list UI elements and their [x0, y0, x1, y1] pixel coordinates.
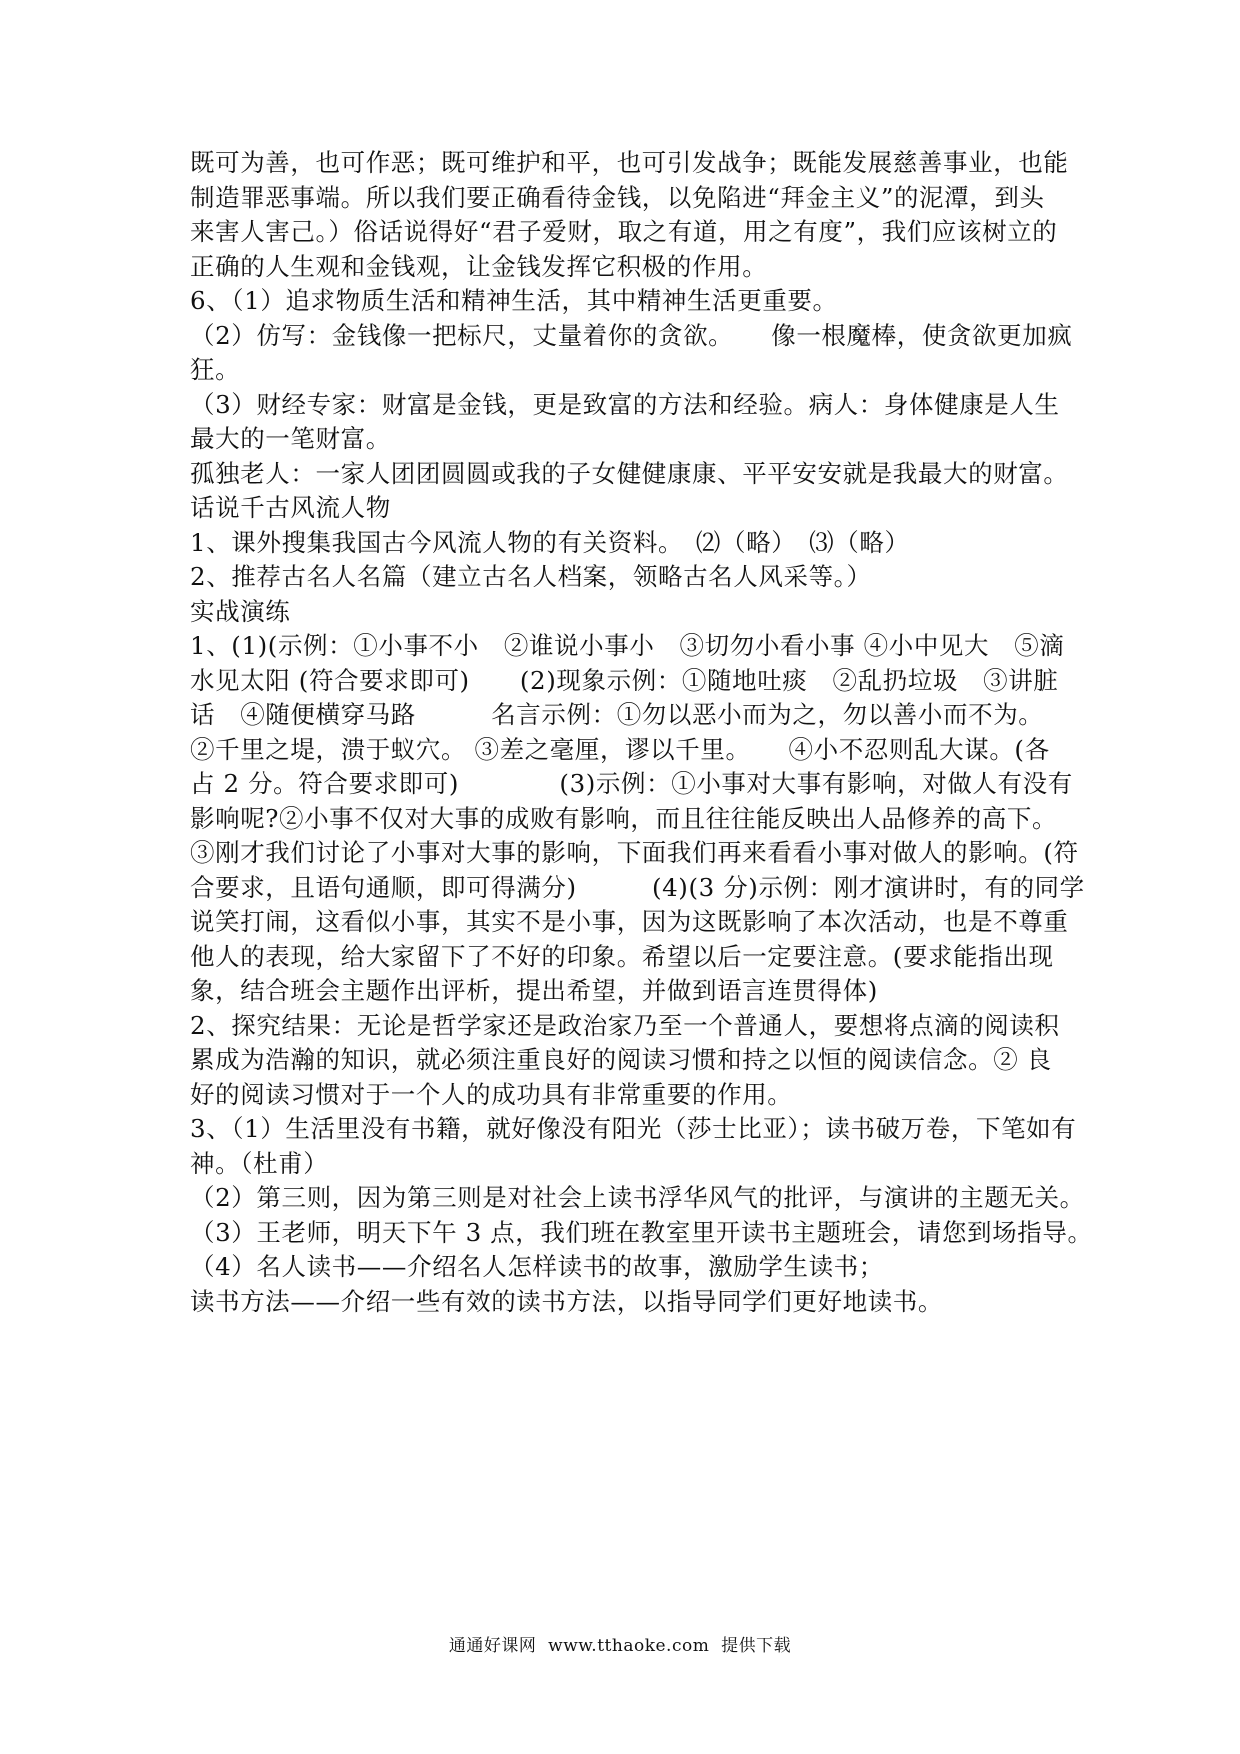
text-line: 好的阅读习惯对于一个人的成功具有非常重要的作用。: [190, 1079, 793, 1109]
text-line: 影响呢?②小事不仅对大事的成败有影响，而且往往能反映出人品修养的高下。: [190, 803, 1058, 833]
text-line: （2）第三则，因为第三则是对社会上读书浮华风气的批评，与演讲的主题无关。: [190, 1183, 1085, 1212]
text-line: 神。（杜甫）: [190, 1148, 329, 1178]
text-line: 象，结合班会主题作出评析，提出希望，并做到语言连贯得体): [190, 976, 878, 1005]
text-line: 正确的人生观和金钱观，让金钱发挥它积极的作用。: [190, 251, 768, 281]
text-line: 水见太阳 (符合要求即可) (2)现象示例：①随地吐痰 ②乱扔垃圾 ③讲脏: [190, 665, 1059, 695]
text-line: 累成为浩瀚的知识，就必须注重良好的阅读习惯和持之以恒的阅读信念。② 良: [190, 1045, 1052, 1074]
section-heading: 实战演练: [190, 596, 291, 626]
text-line: ③刚才我们讨论了小事对大事的影响，下面我们再来看看小事对做人的影响。(符: [190, 838, 1079, 867]
text-line: 1、(1)(示例：①小事不小 ②谁说小事小 ③切勿小看小事 ④小中见大 ⑤滴: [190, 631, 1065, 660]
document-body: [190, 146, 1093, 1319]
text-line: 1、课外搜集我国古今风流人物的有关资料。 ⑵（略） ⑶（略）: [190, 527, 910, 557]
text-line: 占 2 分。符合要求即可) (3)示例：①小事对大事有影响，对做人有没有: [190, 769, 1073, 798]
text-line: （3）财经专家：财富是金钱，更是致富的方法和经验。病人：身体健康是人生: [190, 389, 1060, 419]
text-line: （4）名人读书——介绍名人怎样读书的故事，激励学生读书；: [190, 1252, 884, 1281]
text-line: 狂。: [190, 355, 241, 384]
text-line: 制造罪恶事端。所以我们要正确看待金钱，以免陷进“拜金主义”的泥潭，到头: [190, 182, 1045, 212]
text-line: 3、（1）生活里没有书籍，就好像没有阳光（莎士比亚）；读书破万卷，下笔如有: [190, 1114, 1077, 1143]
text-line: 2、探究结果：无论是哲学家还是政治家乃至一个普通人，要想将点滴的阅读积: [190, 1010, 1060, 1040]
page-footer: 通通好课网 www.tthaoke.com 提供下载: [448, 1636, 792, 1656]
text-line: ②千里之堤，溃于蚁穴。 ③差之毫厘，谬以千里。 ④小不忍则乱大谋。(各: [190, 734, 1050, 764]
text-line: 来害人害己。）俗话说得好“君子爱财，取之有道，用之有度”，我们应该树立的: [190, 217, 1058, 246]
text-line: 孤独老人：一家人团团圆圆或我的子女健健康康、平平安安就是我最大的财富。: [190, 458, 1069, 488]
text-line: 6、（1）追求物质生活和精神生活，其中精神生活更重要。: [190, 286, 838, 315]
text-line: 说笑打闹，这看似小事，其实不是小事，因为这既影响了本次活动，也是不尊重: [190, 907, 1069, 936]
text-line: 合要求，且语句通顺，即可得满分) (4)(3 分)示例：刚才演讲时，有的同学: [190, 872, 1085, 902]
text-line: 话 ④随便横穿马路 名言示例：①勿以恶小而为之，勿以善小而不为。: [190, 700, 1044, 729]
text-line: （2）仿写：金钱像一把标尺，丈量着你的贪欲。 像一根魔棒，使贪欲更加疯: [190, 320, 1073, 350]
section-heading: 话说千古风流人物: [190, 493, 391, 522]
text-line: 2、推荐古名人名篇（建立古名人档案，领略古名人风采等。）: [190, 562, 872, 591]
text-line: （3）王老师，明天下午 3 点，我们班在教室里开读书主题班会，请您到场指导。: [190, 1217, 1093, 1247]
text-line: 最大的一笔财富。: [190, 424, 391, 453]
text-line: 他人的表现，给大家留下了不好的印象。希望以后一定要注意。(要求能指出现: [190, 941, 1054, 971]
text-line: 读书方法——介绍一些有效的读书方法，以指导同学们更好地读书。: [190, 1286, 943, 1316]
text-line: 既可为善，也可作恶；既可维护和平，也可引发战争；既能发展慈善事业，也能: [190, 148, 1069, 177]
